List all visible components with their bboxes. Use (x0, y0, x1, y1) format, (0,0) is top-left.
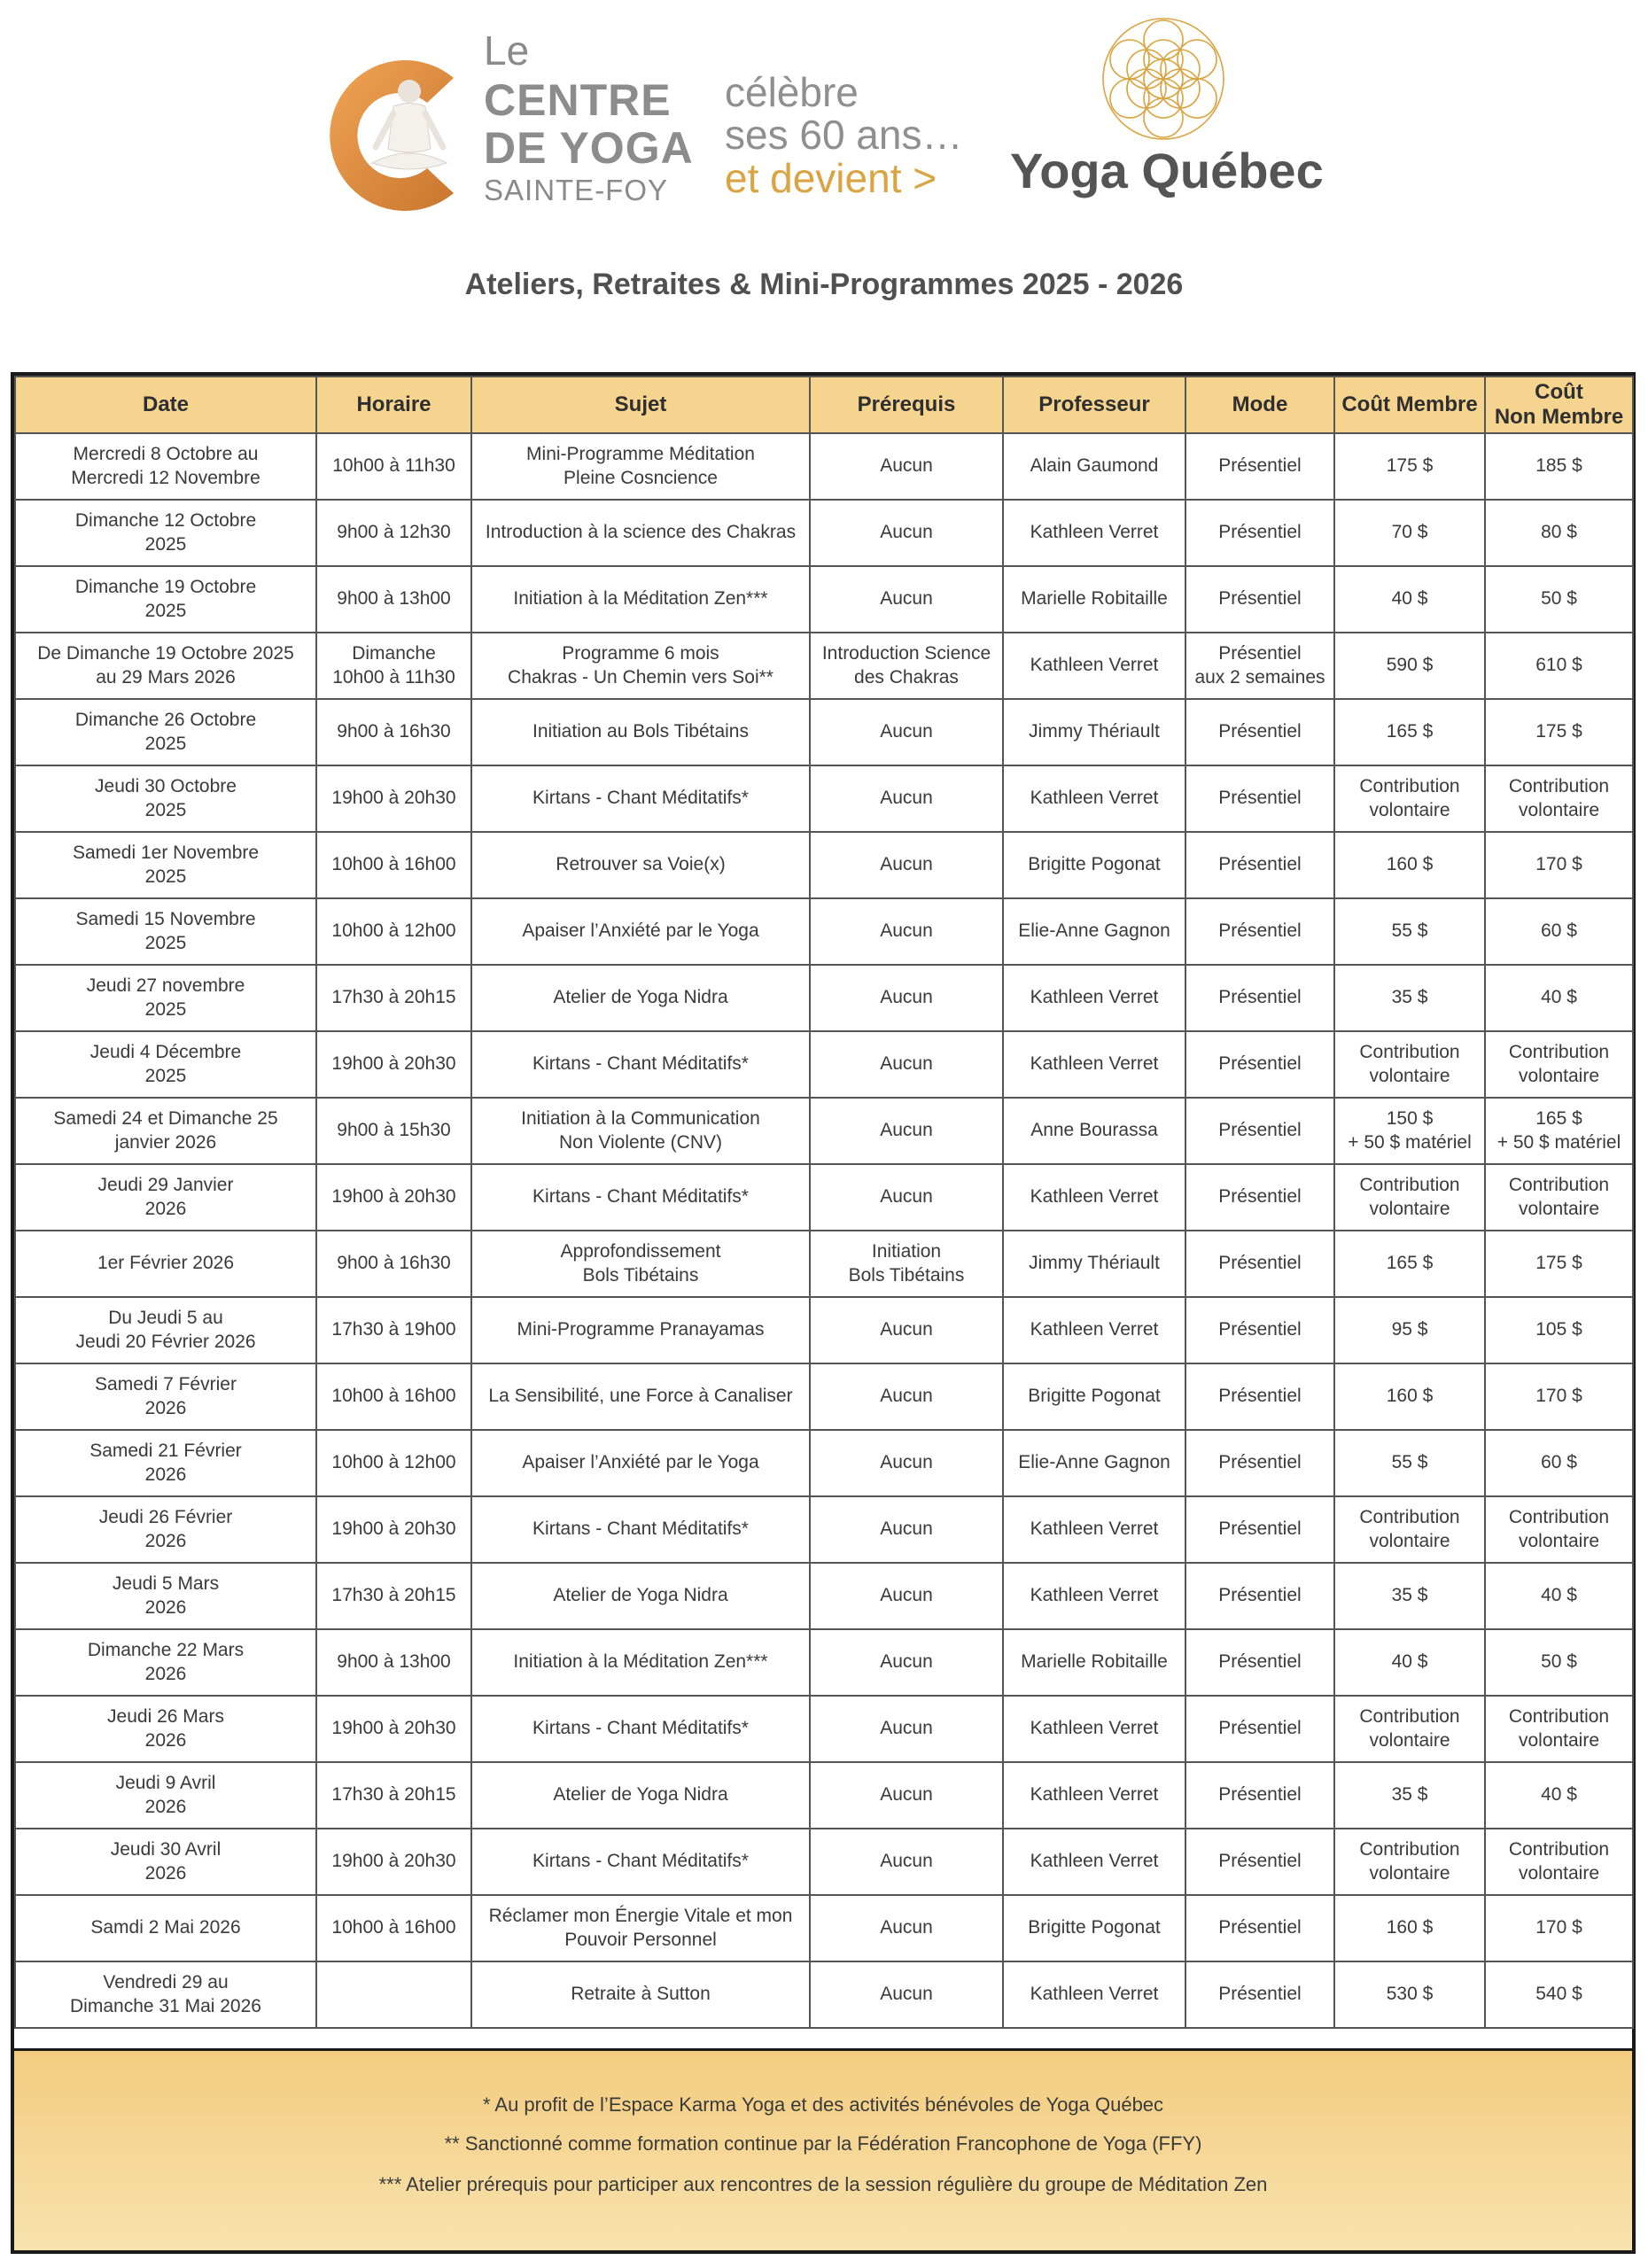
table-row (15, 832, 1633, 898)
cell-cout-membre: Contribution volontaire (1334, 1829, 1485, 1895)
cell-mode: Présentiel (1185, 433, 1334, 500)
table-row (15, 699, 1633, 765)
table-row (15, 1829, 1633, 1895)
cell-mode: Présentiel (1185, 1629, 1334, 1696)
cell-sujet: Kirtans - Chant Méditatifs* (471, 1164, 810, 1231)
cell-cout-non-membre: 170 $ (1485, 1895, 1633, 1961)
anniversary-tagline (725, 71, 962, 199)
cell-mode: Présentiel (1185, 1164, 1334, 1231)
cell-mode: Présentiel (1185, 1961, 1334, 2028)
cell-cout-non-membre: 50 $ (1485, 1629, 1633, 1696)
cell-cout-membre: 530 $ (1334, 1961, 1485, 2028)
cell-mode: Présentiel (1185, 1031, 1334, 1098)
table-row (15, 898, 1633, 965)
cell-sujet: Introduction à la science des Chakras (471, 500, 810, 566)
cell-prerequis: Aucun (810, 1829, 1003, 1895)
cell-cout-membre: Contribution volontaire (1334, 1164, 1485, 1231)
cell-prerequis: Aucun (810, 1895, 1003, 1961)
cell-date: Dimanche 19 Octobre 2025 (15, 566, 316, 633)
cell-horaire: 10h00 à 16h00 (316, 1895, 471, 1961)
table-row (15, 1895, 1633, 1961)
cell-horaire: 17h30 à 20h15 (316, 965, 471, 1031)
header-cout-non-membre: Coût Non Membre (1485, 377, 1633, 433)
cell-sujet: La Sensibilité, une Force à Canaliser (471, 1363, 810, 1430)
cell-mode: Présentiel (1185, 1430, 1334, 1496)
cell-prerequis: Aucun (810, 699, 1003, 765)
cell-date: Samedi 7 Février 2026 (15, 1363, 316, 1430)
footnote-2: ** Sanctionné comme formation continue par la Fédération Francophone de Yoga (FFY) (444, 2132, 1202, 2155)
cell-date: Mercredi 8 Octobre au Mercredi 12 Novembre (15, 433, 316, 500)
cell-prerequis: Aucun (810, 433, 1003, 500)
cell-prerequis: Aucun (810, 832, 1003, 898)
cell-sujet: Mini-Programme Pranayamas (471, 1297, 810, 1363)
cell-sujet: Atelier de Yoga Nidra (471, 965, 810, 1031)
table-row (15, 1031, 1633, 1098)
cell-prerequis: Aucun (810, 765, 1003, 832)
cell-cout-membre: 40 $ (1334, 1629, 1485, 1696)
table-row (15, 1961, 1633, 2028)
table-row (15, 1297, 1633, 1363)
cell-sujet: Retraite à Sutton (471, 1961, 810, 2028)
cell-professeur: Kathleen Verret (1003, 500, 1185, 566)
cell-cout-membre: 35 $ (1334, 1563, 1485, 1629)
cell-sujet: Initiation à la Méditation Zen*** (471, 1629, 810, 1696)
cell-cout-non-membre: Contribution volontaire (1485, 1496, 1633, 1563)
cell-professeur: Kathleen Verret (1003, 1696, 1185, 1762)
cell-horaire: 10h00 à 11h30 (316, 433, 471, 500)
table-row (15, 1629, 1633, 1696)
cell-horaire: 9h00 à 15h30 (316, 1098, 471, 1164)
table-row (15, 1164, 1633, 1231)
cell-cout-membre: 590 $ (1334, 633, 1485, 699)
header-prerequis: Prérequis (810, 377, 1003, 433)
cell-cout-non-membre: 540 $ (1485, 1961, 1633, 2028)
table-body (15, 433, 1633, 2028)
cell-sujet: Programme 6 mois Chakras - Un Chemin vers Soi** (471, 633, 810, 699)
cell-date: Dimanche 12 Octobre 2025 (15, 500, 316, 566)
cell-horaire: 19h00 à 20h30 (316, 1496, 471, 1563)
cell-prerequis: Aucun (810, 1563, 1003, 1629)
cell-mode: Présentiel (1185, 500, 1334, 566)
cell-mode: Présentiel (1185, 1496, 1334, 1563)
cell-date: Samedi 15 Novembre 2025 (15, 898, 316, 965)
cell-date: Jeudi 9 Avril 2026 (15, 1762, 316, 1829)
cell-horaire (316, 1961, 471, 2028)
cell-date: 1er Février 2026 (15, 1231, 316, 1297)
cell-cout-non-membre: 80 $ (1485, 500, 1633, 566)
cell-date: Jeudi 30 Avril 2026 (15, 1829, 316, 1895)
cell-mode: Présentiel (1185, 699, 1334, 765)
cell-cout-non-membre: 175 $ (1485, 699, 1633, 765)
cell-professeur: Jimmy Thériault (1003, 1231, 1185, 1297)
cell-mode: Présentiel (1185, 965, 1334, 1031)
cell-mode: Présentiel (1185, 1696, 1334, 1762)
cell-horaire: 19h00 à 20h30 (316, 1164, 471, 1231)
cell-prerequis: Aucun (810, 1164, 1003, 1231)
table-row (15, 1696, 1633, 1762)
cell-prerequis: Aucun (810, 965, 1003, 1031)
cell-prerequis: Aucun (810, 1629, 1003, 1696)
cell-sujet: Approfondissement Bols Tibétains (471, 1231, 810, 1297)
cell-professeur: Kathleen Verret (1003, 1297, 1185, 1363)
cell-cout-membre: Contribution volontaire (1334, 765, 1485, 832)
cell-professeur: Kathleen Verret (1003, 1762, 1185, 1829)
cell-date: Jeudi 26 Mars 2026 (15, 1696, 316, 1762)
cell-mode: Présentiel (1185, 1098, 1334, 1164)
cell-professeur: Kathleen Verret (1003, 1496, 1185, 1563)
cell-mode: Présentiel (1185, 765, 1334, 832)
cell-sujet: Apaiser l’Anxiété par le Yoga (471, 898, 810, 965)
cell-date: Jeudi 26 Février 2026 (15, 1496, 316, 1563)
centre-de-yoga-logo-icon (321, 51, 480, 220)
cell-cout-non-membre: 50 $ (1485, 566, 1633, 633)
flower-of-life-icon (1097, 12, 1230, 145)
cell-professeur: Kathleen Verret (1003, 1164, 1185, 1231)
logo-line-sainte-foy: SAINTE-FOY (484, 174, 669, 206)
cell-cout-membre: 35 $ (1334, 1762, 1485, 1829)
cell-cout-membre: 160 $ (1334, 1895, 1485, 1961)
cell-cout-membre: Contribution volontaire (1334, 1031, 1485, 1098)
cell-professeur: Kathleen Verret (1003, 1031, 1185, 1098)
cell-horaire: 19h00 à 20h30 (316, 1031, 471, 1098)
cell-cout-membre: Contribution volontaire (1334, 1696, 1485, 1762)
cell-cout-non-membre: 105 $ (1485, 1297, 1633, 1363)
table-header-row (15, 377, 1633, 433)
cell-horaire: 9h00 à 16h30 (316, 699, 471, 765)
cell-horaire: 9h00 à 13h00 (316, 566, 471, 633)
cell-horaire: 19h00 à 20h30 (316, 1696, 471, 1762)
table-row (15, 1231, 1633, 1297)
cell-horaire: 10h00 à 12h00 (316, 1430, 471, 1496)
cell-date: Jeudi 27 novembre 2025 (15, 965, 316, 1031)
logo-line-le: Le (484, 27, 530, 74)
schedule-table (14, 376, 1634, 2029)
cell-cout-membre: 70 $ (1334, 500, 1485, 566)
cell-prerequis: Aucun (810, 566, 1003, 633)
cell-horaire: 9h00 à 16h30 (316, 1231, 471, 1297)
cell-cout-membre: Contribution volontaire (1334, 1496, 1485, 1563)
table-row (15, 1563, 1633, 1629)
table-row (15, 1430, 1633, 1496)
cell-date: Dimanche 26 Octobre 2025 (15, 699, 316, 765)
cell-prerequis: Aucun (810, 1297, 1003, 1363)
cell-horaire: 17h30 à 19h00 (316, 1297, 471, 1363)
tagline-line-2: ses 60 ans… (725, 112, 963, 159)
cell-mode: Présentiel (1185, 1563, 1334, 1629)
table-row (15, 1762, 1633, 1829)
cell-prerequis: Aucun (810, 1961, 1003, 2028)
cell-date: Jeudi 5 Mars 2026 (15, 1563, 316, 1629)
cell-sujet: Initiation au Bols Tibétains (471, 699, 810, 765)
cell-cout-membre: 35 $ (1334, 965, 1485, 1031)
cell-sujet: Réclamer mon Énergie Vitale et mon Pouvoir Personnel (471, 1895, 810, 1961)
footnotes (14, 2048, 1632, 2250)
cell-mode: Présentiel (1185, 1829, 1334, 1895)
cell-horaire: 10h00 à 16h00 (316, 832, 471, 898)
cell-professeur: Kathleen Verret (1003, 965, 1185, 1031)
cell-horaire: 19h00 à 20h30 (316, 765, 471, 832)
cell-cout-non-membre: 170 $ (1485, 832, 1633, 898)
cell-cout-non-membre: Contribution volontaire (1485, 765, 1633, 832)
cell-professeur: Kathleen Verret (1003, 633, 1185, 699)
cell-professeur: Alain Gaumond (1003, 433, 1185, 500)
cell-horaire: 17h30 à 20h15 (316, 1563, 471, 1629)
cell-cout-membre: 55 $ (1334, 1430, 1485, 1496)
cell-mode: Présentiel (1185, 1895, 1334, 1961)
cell-mode: Présentiel (1185, 1762, 1334, 1829)
cell-sujet: Atelier de Yoga Nidra (471, 1762, 810, 1829)
cell-cout-non-membre: 185 $ (1485, 433, 1633, 500)
cell-cout-non-membre: 165 $ + 50 $ matériel (1485, 1098, 1633, 1164)
cell-date: Jeudi 29 Janvier 2026 (15, 1164, 316, 1231)
cell-cout-non-membre: 170 $ (1485, 1363, 1633, 1430)
table-row (15, 500, 1633, 566)
cell-cout-membre: 95 $ (1334, 1297, 1485, 1363)
cell-professeur: Brigitte Pogonat (1003, 832, 1185, 898)
cell-cout-non-membre: 40 $ (1485, 965, 1633, 1031)
cell-horaire: 17h30 à 20h15 (316, 1762, 471, 1829)
cell-sujet: Retrouver sa Voie(x) (471, 832, 810, 898)
cell-professeur: Jimmy Thériault (1003, 699, 1185, 765)
cell-professeur: Marielle Robitaille (1003, 566, 1185, 633)
cell-professeur: Brigitte Pogonat (1003, 1895, 1185, 1961)
cell-cout-membre: 165 $ (1334, 1231, 1485, 1297)
table-row (15, 1363, 1633, 1430)
cell-professeur: Kathleen Verret (1003, 1829, 1185, 1895)
cell-horaire: 9h00 à 13h00 (316, 1629, 471, 1696)
cell-mode: Présentiel (1185, 1231, 1334, 1297)
tagline-line-3: et devient > (725, 154, 937, 201)
cell-cout-non-membre: Contribution volontaire (1485, 1031, 1633, 1098)
cell-date: Jeudi 4 Décembre 2025 (15, 1031, 316, 1098)
cell-sujet: Mini-Programme Méditation Pleine Cosncience (471, 433, 810, 500)
header-professeur: Professeur (1003, 377, 1185, 433)
header-mode: Mode (1185, 377, 1334, 433)
cell-prerequis: Initiation Bols Tibétains (810, 1231, 1003, 1297)
cell-cout-non-membre: 60 $ (1485, 898, 1633, 965)
cell-sujet: Kirtans - Chant Méditatifs* (471, 1496, 810, 1563)
cell-sujet: Kirtans - Chant Méditatifs* (471, 1696, 810, 1762)
cell-prerequis: Aucun (810, 1031, 1003, 1098)
cell-professeur: Elie-Anne Gagnon (1003, 898, 1185, 965)
cell-professeur: Brigitte Pogonat (1003, 1363, 1185, 1430)
cell-cout-membre: 40 $ (1334, 566, 1485, 633)
cell-cout-non-membre: 40 $ (1485, 1563, 1633, 1629)
yoga-quebec-brand: Yoga Québec (1010, 143, 1324, 198)
cell-mode: Présentiel (1185, 832, 1334, 898)
cell-cout-membre: 160 $ (1334, 1363, 1485, 1430)
cell-professeur: Marielle Robitaille (1003, 1629, 1185, 1696)
cell-horaire: Dimanche 10h00 à 11h30 (316, 633, 471, 699)
cell-mode: Présentiel (1185, 566, 1334, 633)
cell-professeur: Kathleen Verret (1003, 765, 1185, 832)
cell-cout-membre: 165 $ (1334, 699, 1485, 765)
cell-cout-membre: 160 $ (1334, 832, 1485, 898)
cell-prerequis: Aucun (810, 1496, 1003, 1563)
cell-horaire: 9h00 à 12h30 (316, 500, 471, 566)
cell-horaire: 10h00 à 12h00 (316, 898, 471, 965)
cell-cout-non-membre: 175 $ (1485, 1231, 1633, 1297)
header-sujet: Sujet (471, 377, 810, 433)
cell-prerequis: Introduction Science des Chakras (810, 633, 1003, 699)
table-row (15, 566, 1633, 633)
cell-sujet: Kirtans - Chant Méditatifs* (471, 1829, 810, 1895)
cell-prerequis: Aucun (810, 1430, 1003, 1496)
cell-sujet: Kirtans - Chant Méditatifs* (471, 765, 810, 832)
cell-professeur: Kathleen Verret (1003, 1961, 1185, 2028)
cell-date: Samedi 21 Février 2026 (15, 1430, 316, 1496)
table-row (15, 433, 1633, 500)
cell-prerequis: Aucun (810, 1098, 1003, 1164)
cell-sujet: Initiation à la Méditation Zen*** (471, 566, 810, 633)
cell-cout-non-membre: Contribution volontaire (1485, 1164, 1633, 1231)
cell-date: Samedi 1er Novembre 2025 (15, 832, 316, 898)
footnote-3: *** Atelier prérequis pour participer aux rencontres de la session régulière du groupe de Méditation Zen (378, 2173, 1268, 2195)
cell-cout-membre: 55 $ (1334, 898, 1485, 965)
cell-horaire: 19h00 à 20h30 (316, 1829, 471, 1895)
cell-cout-membre: 150 $ + 50 $ matériel (1334, 1098, 1485, 1164)
cell-prerequis: Aucun (810, 1762, 1003, 1829)
cell-date: Vendredi 29 au Dimanche 31 Mai 2026 (15, 1961, 316, 2028)
header-cout-membre: Coût Membre (1334, 377, 1485, 433)
header-horaire: Horaire (316, 377, 471, 433)
cell-horaire: 10h00 à 16h00 (316, 1363, 471, 1430)
cell-mode: Présentiel (1185, 1363, 1334, 1430)
centre-de-yoga-wordmark (484, 27, 694, 206)
cell-prerequis: Aucun (810, 898, 1003, 965)
cell-cout-non-membre: Contribution volontaire (1485, 1696, 1633, 1762)
cell-cout-non-membre: 610 $ (1485, 633, 1633, 699)
cell-professeur: Anne Bourassa (1003, 1098, 1185, 1164)
cell-date: Jeudi 30 Octobre 2025 (15, 765, 316, 832)
cell-prerequis: Aucun (810, 500, 1003, 566)
footnote-1: * Au profit de l’Espace Karma Yoga et des activités bénévoles de Yoga Québec (482, 2093, 1164, 2116)
cell-sujet: Atelier de Yoga Nidra (471, 1563, 810, 1629)
cell-prerequis: Aucun (810, 1363, 1003, 1430)
document-title: Ateliers, Retraites & Mini-Programmes 2025 - 2026 (464, 268, 1184, 301)
tagline-line-1: célèbre (725, 69, 859, 115)
cell-sujet: Kirtans - Chant Méditatifs* (471, 1031, 810, 1098)
cell-date: Du Jeudi 5 au Jeudi 20 Février 2026 (15, 1297, 316, 1363)
cell-date: De Dimanche 19 Octobre 2025 au 29 Mars 2026 (15, 633, 316, 699)
cell-cout-non-membre: 40 $ (1485, 1762, 1633, 1829)
table-row (15, 633, 1633, 699)
cell-mode: Présentiel (1185, 898, 1334, 965)
cell-prerequis: Aucun (810, 1696, 1003, 1762)
table-row (15, 1098, 1633, 1164)
cell-sujet: Initiation à la Communication Non Violente (CNV) (471, 1098, 810, 1164)
cell-cout-non-membre: Contribution volontaire (1485, 1829, 1633, 1895)
cell-date: Samdi 2 Mai 2026 (15, 1895, 316, 1961)
cell-mode: Présentiel aux 2 semaines (1185, 633, 1334, 699)
cell-date: Dimanche 22 Mars 2026 (15, 1629, 316, 1696)
cell-cout-non-membre: 60 $ (1485, 1430, 1633, 1496)
cell-mode: Présentiel (1185, 1297, 1334, 1363)
logo-line-de-yoga: DE YOGA (484, 123, 694, 173)
cell-professeur: Elie-Anne Gagnon (1003, 1430, 1185, 1496)
table-row (15, 965, 1633, 1031)
table-row (15, 1496, 1633, 1563)
cell-cout-membre: 175 $ (1334, 433, 1485, 500)
cell-sujet: Apaiser l’Anxiété par le Yoga (471, 1430, 810, 1496)
header-date: Date (15, 377, 316, 433)
cell-date: Samedi 24 et Dimanche 25 janvier 2026 (15, 1098, 316, 1164)
cell-professeur: Kathleen Verret (1003, 1563, 1185, 1629)
table-row (15, 765, 1633, 832)
logo-line-centre: CENTRE (484, 75, 672, 125)
